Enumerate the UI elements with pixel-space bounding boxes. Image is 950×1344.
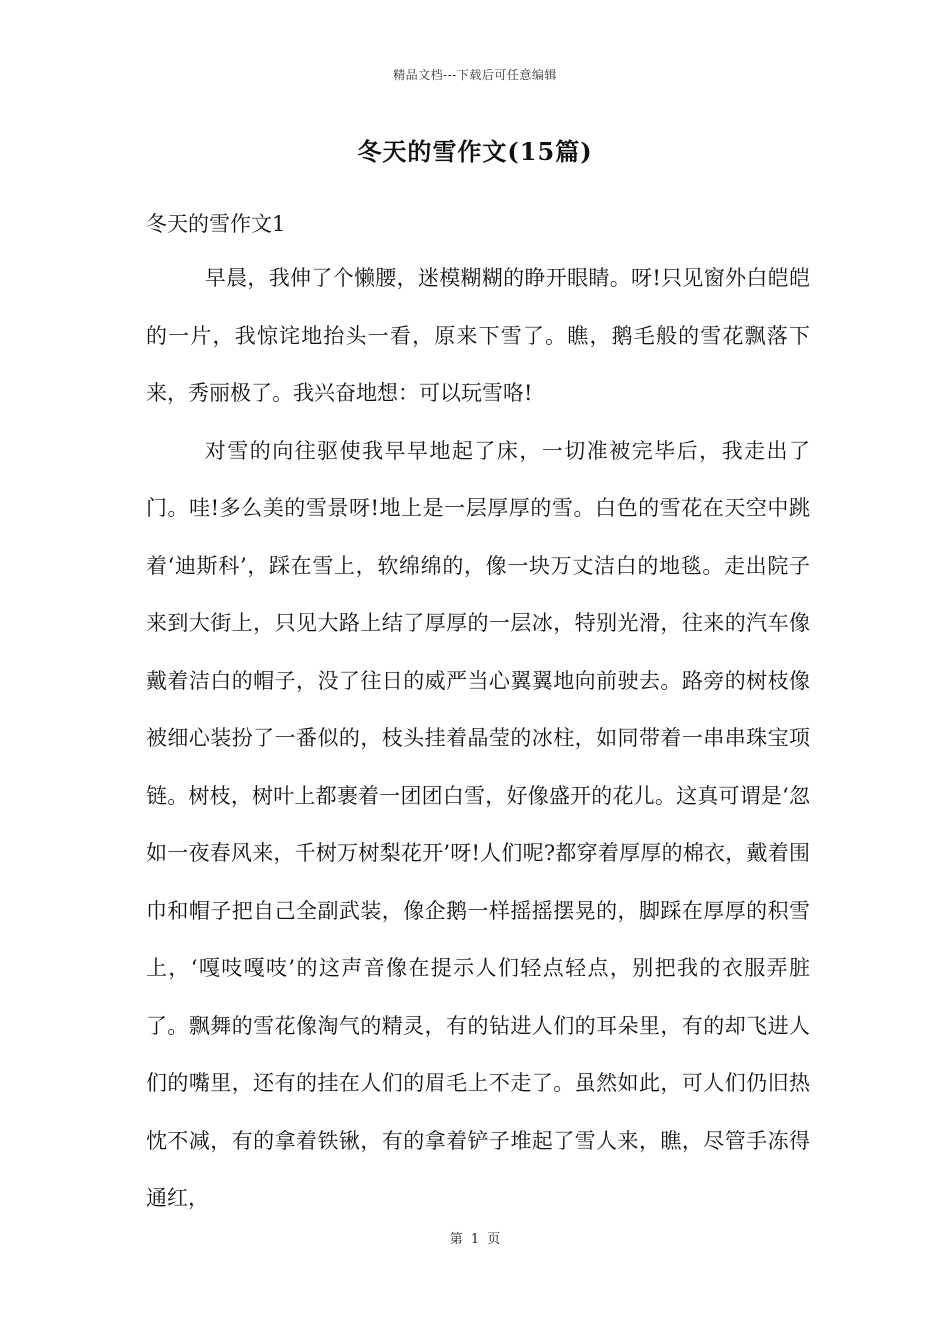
paragraph-2: 对雪的向往驱使我早早地起了床，一切准被完毕后，我走出了门。哇!多么美的雪景呀!地上是一层厚厚的雪。白色的雪花在天空中跳着‘迪斯科’，踩在雪上，软绵绵的，像一块万丈洁白的地毯。走出院子来到大街上，只见大路上结了厚厚的一层冰，特别光滑，往来的汽车像戴着洁白的帽子，没了往日的威严当心翼翼地向前驶去。路旁的树枝像被细心装扮了一番似的，枝头挂着晶莹的冰柱，如同带着一串串珠宝项链。树枝，树叶上都裹着一团团白雪，好像盛开的花儿。这真可谓是‘忽如一夜春风来，千树万树梨花开’呀!人们呢?都穿着厚厚的棉衣，戴着围巾和帽子把自己全副武装，像企鹅一样摇摇摆晃的，脚踩在厚厚的积雪上，‘嘎吱嘎吱’的这声音像在提示人们轻点轻点，别把我的衣服弄脏了。飘舞的雪花像淘气的精灵，有的钻进人们的耳朵里，有的却飞进人们的嘴里，还有的挂在人们的眉毛上不走了。虽然如此，可人们仍旧热忱不减，有的拿着铁锹，有的拿着铲子堆起了雪人来，瞧，尽管手冻得通红， [146,438,810,1210]
document-title: 冬天的雪作文(15篇) [357,137,593,166]
page-number: 第 1 页 [449,1232,501,1247]
header-note: 精品文档---下载后可任意编辑 [393,68,557,82]
document-body [146,250,810,1228]
section-heading: 冬天的雪作文1 [146,212,286,236]
paragraph-1: 早晨，我伸了个懒腰，迷模糊糊的睁开眼睛。呀!只见窗外白皑皑的一片，我惊诧地抬头一看，原来下雪了。瞧，鹅毛般的雪花飘落下来，秀丽极了。我兴奋地想：可以玩雪咯! [146,266,810,405]
